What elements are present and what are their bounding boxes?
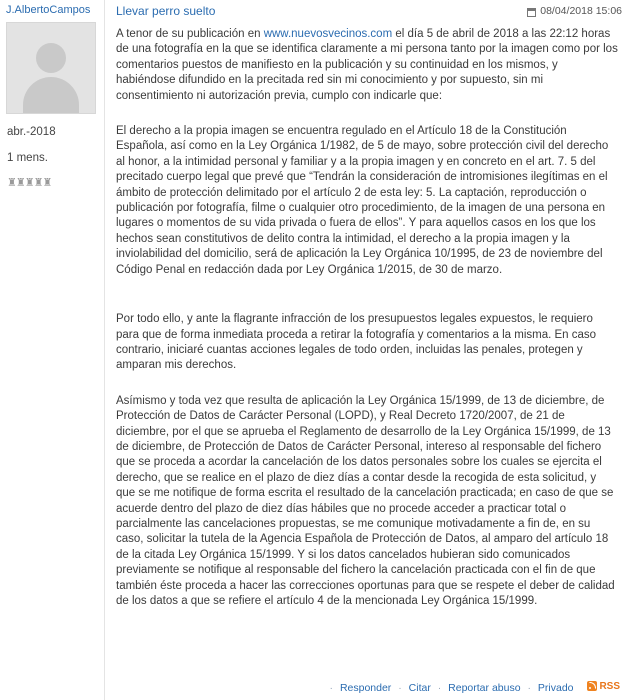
post-paragraph-2: El derecho a la propia imagen se encuentra regulado en el Artículo 18 de la Constitución Española, así como en la Ley Orgánica 1/1982, de 5 de mayo, sobre protección civil del derecho al honor, a la intimidad personal y familiar y a la propia imagen y en concreto en el art. 7. 5 del precitado cuerpo legal que prevé que “Tendrán la consideración de intromisiones ilegítimas en el ámbito de protección delimitado por el artículo 2 de esta ley: 5. La captación, reproducción o publicación por fotografía, filme o cualquier otro procedimiento, de la imagen de una persona en lugares o momentos de su vida privada o fuera de ellos”. Y para aquellos casos en los que los hechos sean constitutivos de delito contra la intimidad, el derecho a la propia imagen y la inviolabilidad del domicilio, será de aplicación la Ley Orgánica 10/1995, de 23 de noviembre del Código Penal en redacción dada por Ley Orgánica 1/2015, de 30 de marzo. [116, 125, 609, 276]
action-separator: · [329, 682, 334, 694]
post-date [527, 4, 622, 18]
post-content-column [104, 0, 630, 700]
quote-link[interactable]: Citar [408, 682, 431, 694]
report-abuse-link[interactable]: Reportar abuso [448, 682, 521, 694]
action-separator: · [527, 682, 531, 694]
action-separator: · [398, 682, 402, 694]
post-header [105, 0, 630, 18]
post-date-text: 08/04/2018 15:06 [540, 5, 622, 17]
post-paragraph-3: Por todo ello, y ante la flagrante infracción de los presupuestos legales expuestos, le requiero para que de forma inmediata proceda a retirar la fotografía y comentarios a la misma. En caso contrario, iniciaré cuantas acciones legales de todo orden, incluidas las penales, protegen y amparan mis derechos. [116, 313, 597, 372]
post-actions [105, 677, 630, 700]
author-join-date: abr.-2018 [7, 126, 56, 138]
post-body [105, 18, 630, 677]
avatar-head-shape [36, 43, 66, 73]
rss-link[interactable] [587, 681, 620, 692]
post-title-link[interactable]: Llevar perro suelto [116, 4, 216, 18]
action-separator: · [437, 682, 442, 694]
private-message-link[interactable]: Privado [537, 682, 574, 694]
avatar-body-shape [23, 77, 79, 114]
external-site-link[interactable]: www.nuevosvecinos.com [263, 28, 393, 40]
author-message-count: 1 mens. [7, 152, 48, 164]
post-paragraph-4: Asímismo y toda vez que resulta de aplicación la Ley Orgánica 15/1999, de 13 de diciembre, de Protección de Datos de Carácter Personal (LOPD), y Real Decreto 1720/2007, de 21 de diciembre, por el que se aprueba el Reglamento de desarrollo de la Ley Orgánica 15/1999, de 13 de diciembre, de Protección de Datos de Carácter Personal, intereso al responsable del fichero que se proceda a acordar la cancelación de los datos personales sobre los cuales se ejercita el derecho, que se realice en el plazo de diez días a contar desde la recogida de esta solicitud, y que se me notifique de forma escrita el resultado de la cancelación practicada; en caso de que se acuerde dentro del plazo de diez días hábiles que no procede acceder a practicar total o parcialmente las cancelaciones propuestas, se me comunique motivadamente a fin de, en su caso, solicitar la tutela de la Agencia Española de Protección de Datos, al amparo del artículo 18 de la citada Ley Orgánica 15/1999. Y si los datos cancelados hubieran sido comunicados previamente se notifique al responsable del fichero la cancelación practicada con el fin de que también éste proceda a hacer las correcciones oportunas para que se respete el deber de calidad de los datos a que se refiere el artículo 4 de la mencionada Ley Orgánica 15/1999. [116, 394, 615, 607]
post-author-column [0, 0, 104, 700]
rss-label: RSS [599, 680, 620, 692]
rss-icon [587, 681, 597, 691]
calendar-icon [527, 8, 536, 17]
author-medals-icon: ♜♜♜♜♜ [7, 177, 52, 189]
avatar[interactable] [6, 22, 96, 114]
post-paragraph-1: A tenor de su publicación en www.nuevosvecinos.com el día 5 de abril de 2018 a las 22:12 horas de una fotografía en la que se identifica claramente a mi persona tanto por la imagen como por los comentarios puestos de manifiesto en la publicación y su continuidad en los mismos, y habiéndose difundido en la precitada red sin mi conocimiento y por supuesto, sin mi consentimiento ni autorización previa, cumplo con indicarle que: [116, 28, 618, 102]
reply-link[interactable]: Responder [339, 682, 392, 694]
author-name-link[interactable]: J.AlbertoCampos [6, 4, 91, 16]
